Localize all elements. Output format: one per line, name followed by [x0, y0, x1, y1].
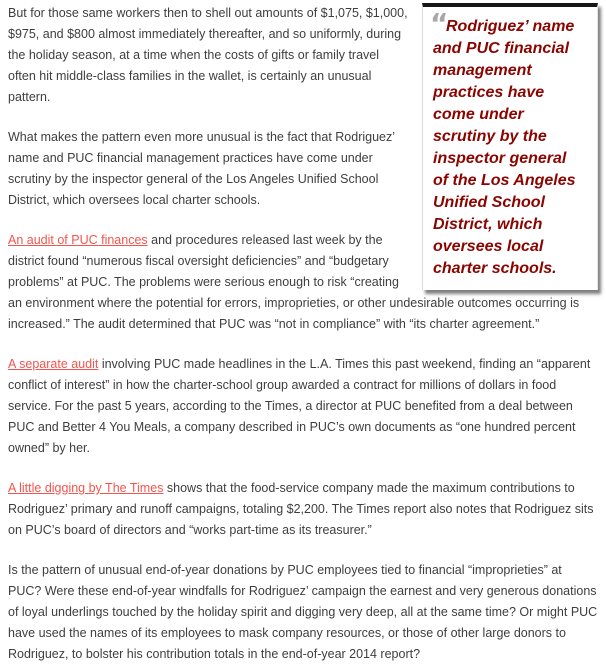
paragraph-text: involving PUC made headlines in the L.A. Times this past weekend, finding an “apparent conflict of interest” in how the charter-school group awarded a contract for millions of dollars in food service. For the past 5 years, according to the Times, a director at PUC benefited from a deal between PUC and Better 4 You Meals, a company described in PUC’s own documents as “one hundred percent owned” by her. — [8, 357, 591, 455]
inline-link[interactable]: An audit of PUC finances — [8, 233, 148, 247]
paragraph — [8, 478, 598, 541]
left-double-quote-icon: “ — [430, 7, 449, 40]
pullquote-text: Rodriguez’ name and PUC financial management practices have come under scrutiny by the inspector general of the Los Angeles Unified School District, which oversees local charter schools. — [433, 18, 576, 277]
paragraph-text: But for those same workers then to shell out amounts of $1,075, $1,000, $975, and $800 almost immediately thereafter, and so uniformly, during the holiday season, at a time when the costs of gifts or family travel often hit middle-class families in the wallet, is certainly an unusual pattern. — [8, 6, 408, 104]
inline-link[interactable]: A little digging by The Times — [8, 481, 164, 495]
paragraph — [8, 354, 598, 459]
paragraph-text: Is the pattern of unusual end-of-year donations by PUC employees tied to financial “improprieties” at PUC? Were these end-of-year windfalls for Rodriguez’ campaign the earnest and very generous donations of loyal underlings touched by the holiday spirit and digging very deep, all at the same time? Or might PUC have used the names of its employees to mask company resources, or those of other large donors to Rodriguez, to bolster his contribution totals in the end-of-year 2014 report? — [8, 563, 598, 661]
inline-link[interactable]: A separate audit — [8, 357, 99, 371]
paragraph-text: and procedures released last week by the district found “numerous fiscal oversight deficiencies” and “budgetary problems” at PUC. The problems were serious enough to risk “creating an environment where the potential for errors, improprieties, or other undesirable outcomes occurring is increased.” The audit determined that PUC was “not in compliance” with “its charter agreement.” — [8, 233, 580, 331]
pullquote — [422, 3, 598, 290]
paragraph-text: shows that the food-service company made the maximum contributions to Rodriguez’ primary and runoff campaigns, totaling $2,200. The Times report also notes that Rodriguez sits on PUC’s board of directors and “works part-time as its treasurer.” — [8, 481, 594, 537]
paragraph-text: What makes the pattern even more unusual is the fact that Rodriguez’ name and PUC financial management practices have come under scrutiny by the inspector general of the Los Angeles Unified School District, which oversees local charter schools. — [8, 130, 395, 207]
paragraph — [8, 560, 598, 665]
